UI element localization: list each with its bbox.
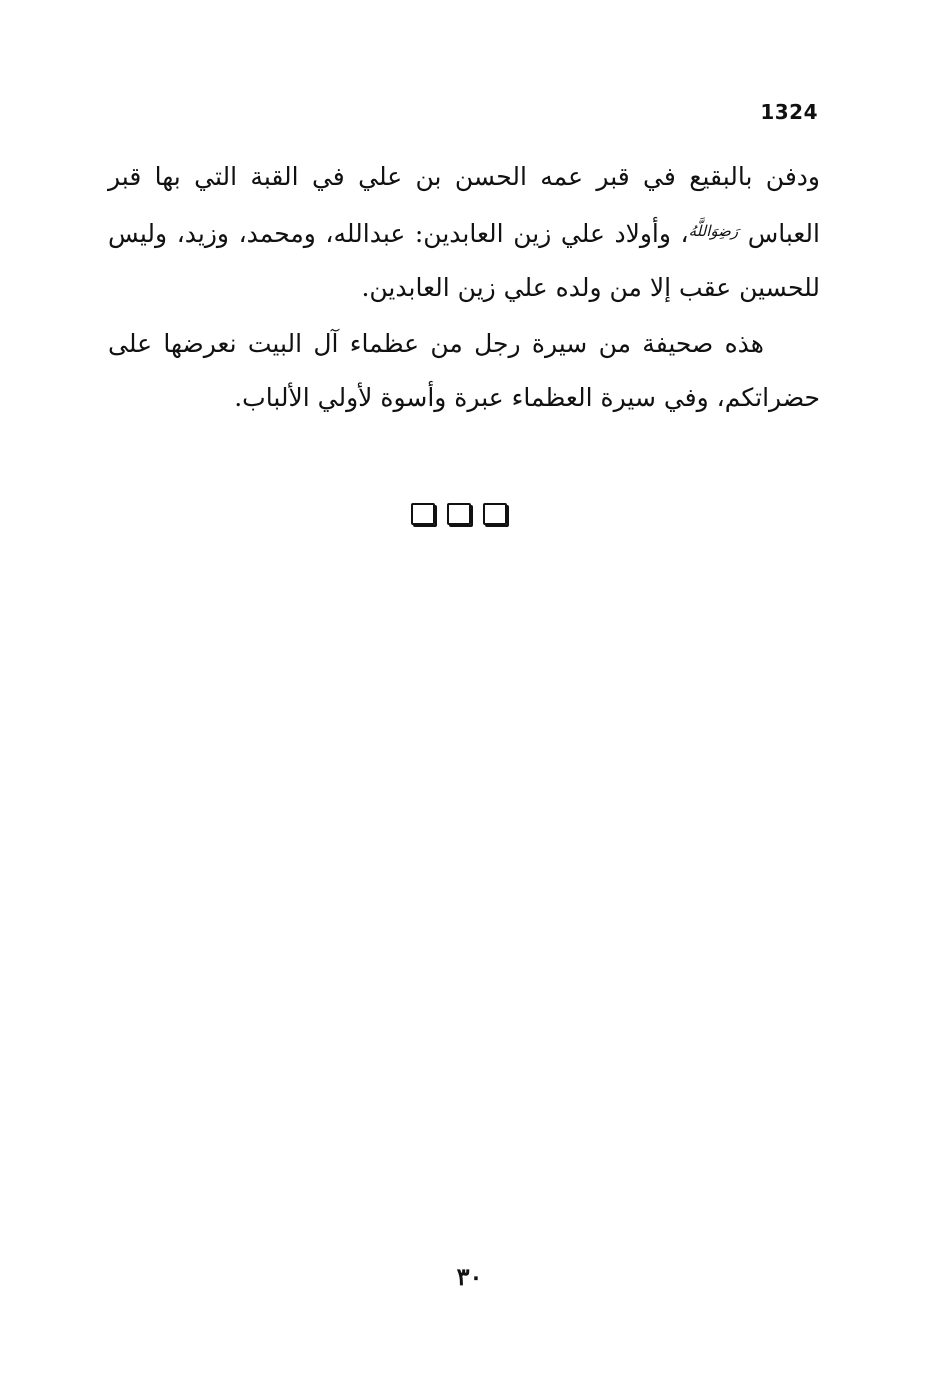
honorific-symbol: رَضِوَاللَّهُ xyxy=(688,222,739,240)
page-number: ٣٠ xyxy=(456,1262,483,1291)
square-box-icon xyxy=(447,503,471,525)
section-divider xyxy=(411,503,507,525)
paragraph-text-continued: ، وأولاد علي زين العابدين: عبدالله، ومحمد، وزيد، وليس للحسين عقب إلا من ولده علي زين العابدين. xyxy=(108,219,820,302)
paragraph-conclusion xyxy=(108,317,820,425)
page-id-number: 1324 xyxy=(760,100,818,124)
paragraph-burial xyxy=(108,150,820,315)
paragraph-text: هذه صحيفة من سيرة رجل من عظماء آل البيت نعرضها على حضراتكم، وفي سيرة العظماء عبرة وأسوة لأولي الألباب. xyxy=(108,329,820,412)
square-box-icon xyxy=(483,503,507,525)
square-box-icon xyxy=(411,503,435,525)
body-text xyxy=(108,150,820,425)
paragraph-text: ودفن بالبقيع في قبر عمه الحسن بن علي في القبة التي بها قبر العباس xyxy=(108,162,820,248)
